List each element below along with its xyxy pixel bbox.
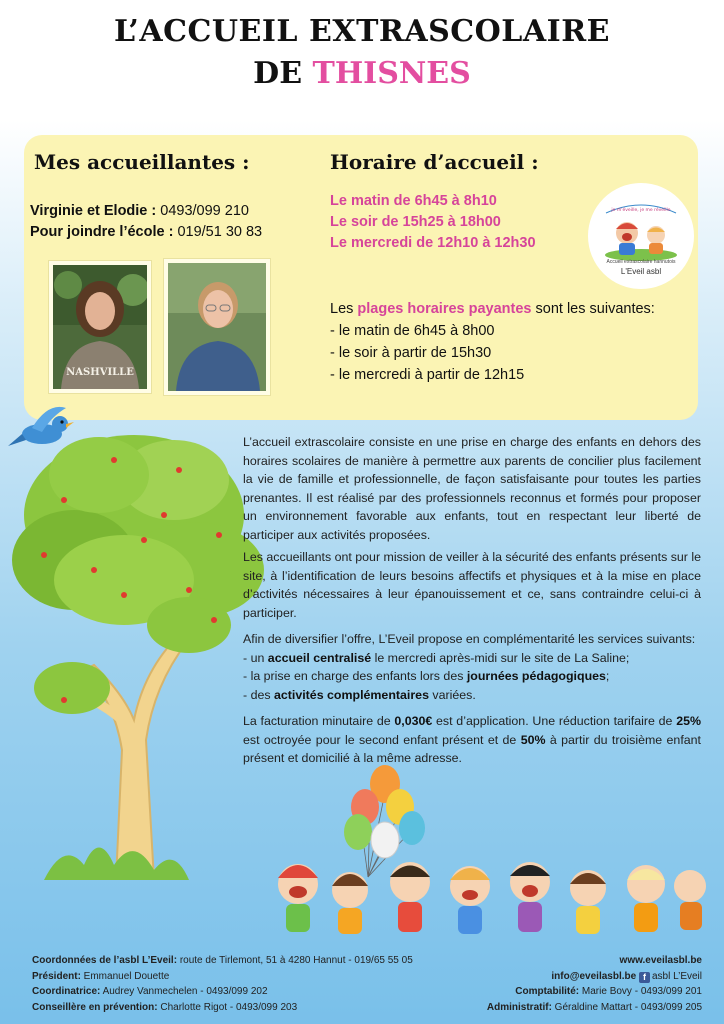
page-title-line2 [0,56,724,91]
logo-caption2: L'Eveil asbl [620,267,662,276]
service-text: - la prise en charge des enfants lors des [243,669,467,684]
eveil-logo [588,183,694,289]
person-photo-icon [53,265,147,389]
mission-paragraph: Les accueillants ont pour mission de veiller à la sécurité des enfants présents sur le site, à l’identification de leurs besoins affectifs et physiques et à la mise en place d’activités nécessaires à leur épanouissement et ce, sans contraindre celui-ci à participer. [243,550,702,620]
photo-virginie [49,261,151,393]
billing-discount: 50% [520,732,546,747]
website-link[interactable]: www.eveilasbl.be [619,955,702,966]
facebook-link[interactable]: asbl L’Eveil [651,970,702,982]
plages-intro [330,301,655,317]
school-contact [30,224,262,240]
children-balloons-illustration [250,762,710,942]
service-item [243,686,701,705]
service-text: ; [605,669,610,684]
billing-rate: 0,030€ [394,714,433,728]
footer-label: Conseillère en prévention: [32,1001,158,1013]
footer-label: Coordinatrice: [32,986,101,998]
plage-matin: - le matin de 6h45 à 8h00 [330,323,495,339]
school-label: Pour joindre l’école : [30,224,174,240]
billing-text: est d’application. Une réduction tarifaire de [432,714,677,728]
service-bold: activités complémentaires [274,687,429,702]
description-paragraph: L’accueil extrascolaire consiste en une prise en charge des enfants en dehors des horaires scolaires de manière à permettre aux parents de concilier plus facilement la vie de famille et professionnelle, de façon satisfaisante pour toutes les parties prenantes. Il est réalisé par des professionnels reconnus et formés pour proposer un environnement favorable aux enfants, tout en respectant leur liberté de participer aux activités proposées. [243,435,701,542]
footer-right [487,953,702,1015]
plage-soir: - le soir à partir de 15h30 [330,345,492,361]
email-link[interactable]: info@eveilasbl.be [551,970,637,982]
footer-line [487,984,702,1000]
footer-label: Président: [32,970,81,982]
footer-value: route de Tirlemont, 51 à 4280 Hannut - 019/65 55 05 [177,955,413,966]
services-block [243,630,701,704]
tree-icon [4,420,276,880]
plage-mercredi: - le mercredi à partir de 12h15 [330,367,525,383]
footer-value: Charlotte Rigot - 0493/099 203 [157,1001,298,1013]
footer-line [32,984,413,1000]
title-prefix: DE [253,56,313,91]
plages-suffix: sont les suivantes: [531,301,655,317]
facebook-icon: f [639,972,650,983]
school-phone: 019/51 30 83 [177,224,263,240]
footer-value: Emmanuel Douette [80,970,170,982]
footer-label: Coordonnées de l’asbl L’Eveil: [32,955,178,966]
footer-value: Marie Bovy - 0493/099 201 [579,986,702,998]
service-item [243,649,701,668]
footer-line [32,1000,413,1016]
service-bold: journées pédagogiques [466,669,606,684]
staff-phone: 0493/099 210 [160,203,249,219]
footer-line [32,969,413,985]
horaire-matin: Le matin de 6h45 à 8h10 [330,193,497,209]
staff-label: Virginie et Elodie : [30,203,157,219]
billing-text: est octroyée pour le second enfant présent et de [243,732,521,747]
logo-caption1: Accueil extrascolaire hannutois [606,259,676,265]
logo-top-text: je m'éveille, je me réveille [611,208,671,213]
services-intro: Afin de diversifier l’offre, L’Eveil propose en complémentarité les services suivants: [243,632,696,646]
footer-line [32,953,413,969]
footer-value: Audrey Vanmechelen - 0493/099 202 [100,986,268,998]
plages-highlight: plages horaires payantes [357,301,532,317]
footer-value: Géraldine Mattart - 0493/099 205 [551,1001,702,1013]
plages-prefix: Les [330,301,358,317]
footer-line [487,1000,702,1016]
billing-discount: 25% [676,714,701,728]
footer-contacts [32,953,413,1015]
service-text: - des [243,687,274,702]
service-bold: accueil centralisé [267,650,372,665]
page-title-line1: L’ACCUEIL EXTRASCOLAIRE [113,14,611,49]
title-highlight: THISNES [312,56,471,91]
horaire-heading: Horaire d’accueil : [330,150,539,174]
billing-text: à partir du troisième enfant présent et domicilié à la même adresse. [243,732,701,766]
billing-text: La facturation minutaire de [243,714,395,728]
person-photo-icon [168,263,266,391]
service-item [243,667,701,686]
service-text: variées. [428,687,476,702]
horaire-mercredi: Le mercredi de 12h10 à 12h30 [330,235,536,251]
photo-elodie [164,259,270,395]
shirt-text: NASHVILLE [66,367,134,378]
service-text: - un [243,650,268,665]
horaire-soir: Le soir de 15h25 à 18h00 [330,214,501,230]
billing-paragraph [243,712,701,768]
footer-label: Administratif: [486,1001,552,1013]
footer-label: Comptabilité: [515,986,580,998]
service-text: le mercredi après-midi sur le site de La Saline; [371,650,630,665]
accueillantes-heading: Mes accueillantes : [34,150,250,174]
staff-contact [30,203,249,219]
